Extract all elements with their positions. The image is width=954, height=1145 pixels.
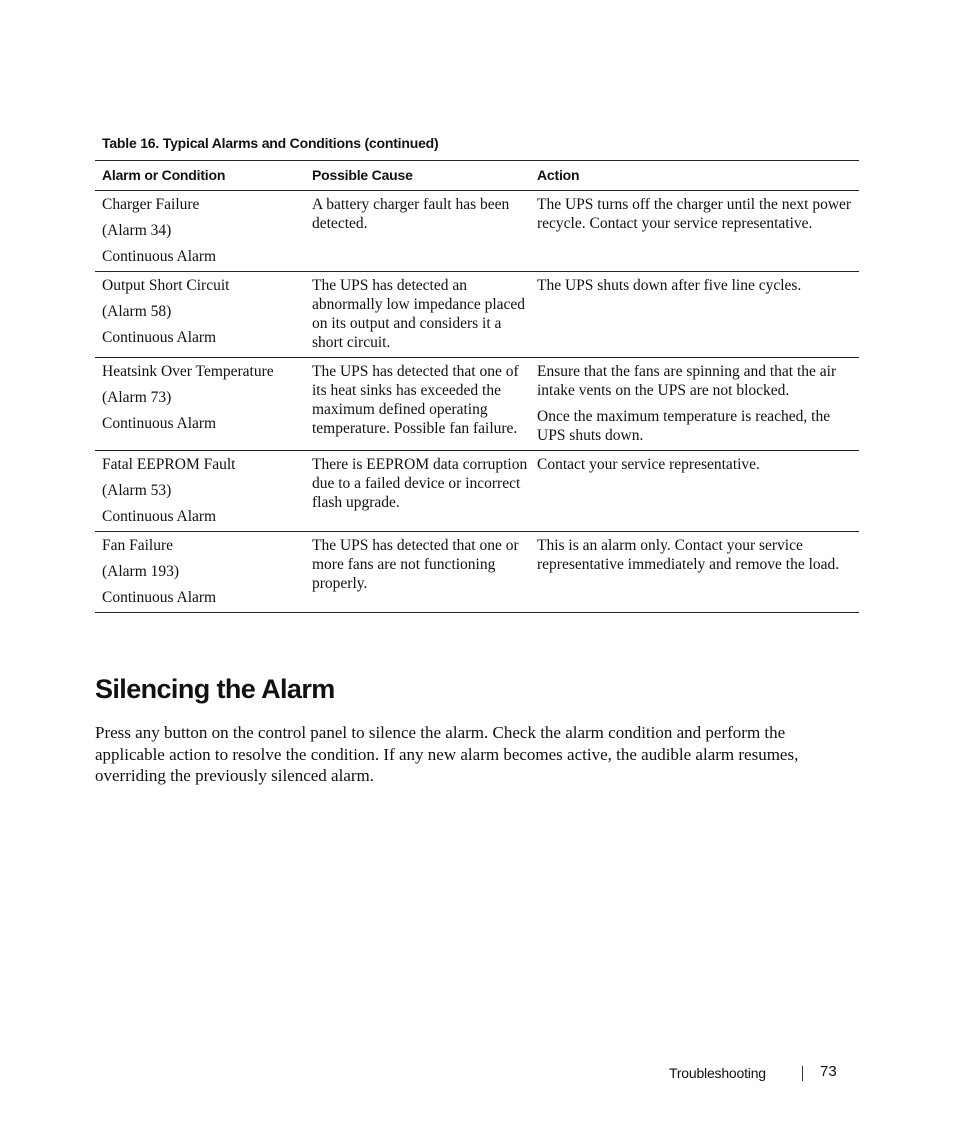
cause-cell: The UPS has detected that one of its heat sinks has exceeded the maximum defined operating temperature. Possible fan failure. bbox=[312, 363, 519, 437]
action-text: Contact your service representative. bbox=[537, 456, 760, 473]
action-text: The UPS shuts down after five line cycles. bbox=[537, 277, 802, 294]
column-header-condition: Alarm or Condition bbox=[102, 167, 226, 183]
condition-name: Fan Failure bbox=[102, 537, 174, 554]
condition-cell bbox=[95, 532, 306, 613]
column-header-action: Action bbox=[537, 167, 580, 183]
action-text: Once the maximum temperature is reached, the UPS shuts down. bbox=[537, 408, 831, 444]
footer-chapter: Troubleshooting bbox=[669, 1065, 766, 1081]
action-cell bbox=[533, 272, 859, 358]
action-cell bbox=[533, 532, 859, 613]
condition-name: Fatal EEPROM Fault bbox=[102, 456, 236, 473]
alarm-type: Continuous Alarm bbox=[102, 329, 217, 346]
alarms-table bbox=[95, 160, 859, 613]
table-row bbox=[95, 358, 859, 451]
alarm-type: Continuous Alarm bbox=[102, 415, 217, 432]
action-cell bbox=[533, 358, 859, 451]
table-header-row bbox=[95, 161, 859, 191]
alarm-code: (Alarm 58) bbox=[102, 303, 172, 320]
section-body: Press any button on the control panel to silence the alarm. Check the alarm condition and perform the applicable action to resolve the condition. If any new alarm becomes active, the audible alarm resumes, overriding the previously silenced alarm. bbox=[95, 723, 799, 785]
condition-cell bbox=[95, 272, 306, 358]
footer-divider bbox=[802, 1066, 803, 1081]
condition-name: Heatsink Over Temperature bbox=[102, 363, 274, 380]
section-heading: Silencing the Alarm bbox=[95, 674, 335, 704]
action-text: The UPS turns off the charger until the next power recycle. Contact your service representative. bbox=[537, 196, 852, 232]
table-row bbox=[95, 272, 859, 358]
column-header-cause: Possible Cause bbox=[312, 167, 413, 183]
action-text: This is an alarm only. Contact your service representative immediately and remove the load. bbox=[537, 537, 840, 573]
cause-cell: The UPS has detected that one or more fans are not functioning properly. bbox=[312, 537, 519, 592]
alarm-type: Continuous Alarm bbox=[102, 589, 217, 606]
action-cell bbox=[533, 191, 859, 272]
table-row bbox=[95, 191, 859, 272]
condition-cell bbox=[95, 191, 306, 272]
condition-cell bbox=[95, 358, 306, 451]
table-row bbox=[95, 532, 859, 613]
condition-name: Output Short Circuit bbox=[102, 277, 230, 294]
page-number: 73 bbox=[820, 1063, 837, 1080]
action-text: Ensure that the fans are spinning and that the air intake vents on the UPS are not blocked. bbox=[537, 363, 837, 399]
cause-cell: There is EEPROM data corruption due to a failed device or incorrect flash upgrade. bbox=[312, 456, 528, 511]
alarm-code: (Alarm 53) bbox=[102, 482, 172, 499]
table-row bbox=[95, 451, 859, 532]
alarm-type: Continuous Alarm bbox=[102, 508, 217, 525]
condition-name: Charger Failure bbox=[102, 196, 200, 213]
alarm-type: Continuous Alarm bbox=[102, 248, 217, 265]
alarm-code: (Alarm 34) bbox=[102, 222, 172, 239]
table-caption: Table 16. Typical Alarms and Conditions (continued) bbox=[102, 135, 439, 151]
action-cell bbox=[533, 451, 859, 532]
alarm-code: (Alarm 73) bbox=[102, 389, 172, 406]
alarm-code: (Alarm 193) bbox=[102, 563, 180, 580]
cause-cell: A battery charger fault has been detected. bbox=[312, 196, 510, 232]
condition-cell bbox=[95, 451, 306, 532]
cause-cell: The UPS has detected an abnormally low impedance placed on its output and considers it a short circuit. bbox=[312, 277, 526, 351]
